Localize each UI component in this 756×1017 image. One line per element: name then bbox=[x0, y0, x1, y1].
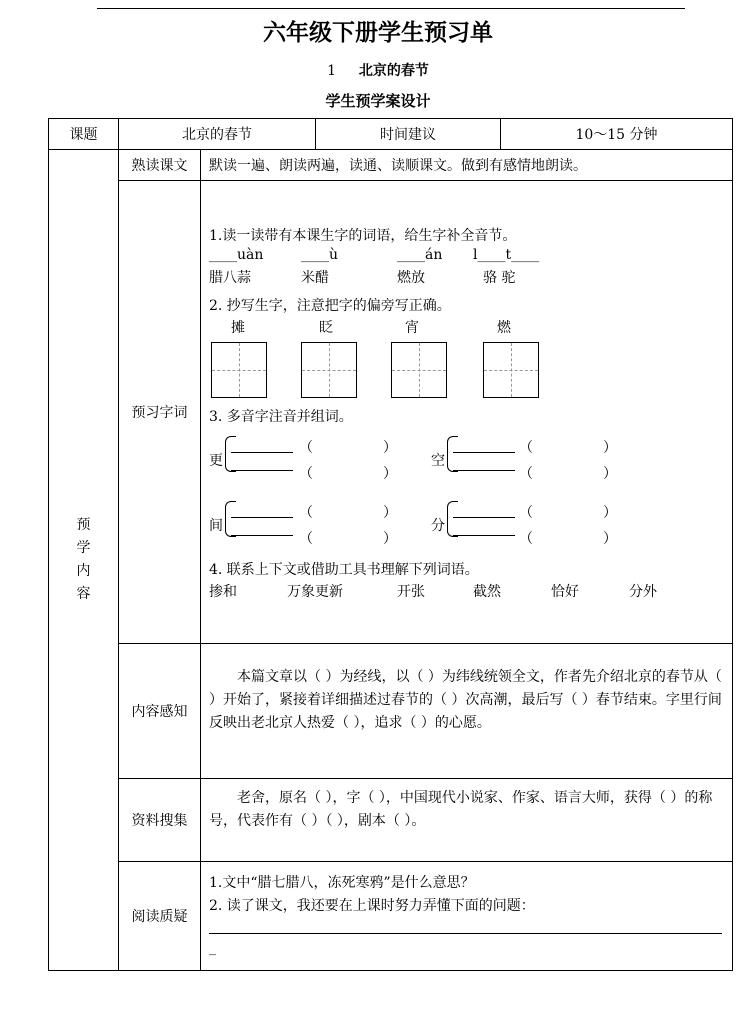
brace-icon bbox=[225, 436, 236, 472]
blank-line bbox=[453, 452, 515, 453]
paren: （ bbox=[299, 505, 313, 521]
pinyin-word: 骆 驼 bbox=[483, 270, 516, 286]
topic-label: 课题 bbox=[49, 119, 119, 150]
poly-char: 空 bbox=[431, 453, 445, 469]
vocab-word: 分外 bbox=[629, 584, 657, 600]
vocab-word: 恰好 bbox=[551, 584, 579, 600]
words-content bbox=[201, 181, 732, 643]
side-label bbox=[49, 150, 119, 971]
content-cell bbox=[201, 644, 733, 779]
page-title: 六年级下册学生预习单 bbox=[263, 20, 493, 46]
pinyin-blank: l____t____ bbox=[473, 247, 540, 263]
paren: ） bbox=[383, 466, 397, 482]
side-char: 内 bbox=[76, 563, 91, 579]
lesson-title bbox=[0, 60, 756, 80]
read-label: 熟读课文 bbox=[119, 150, 201, 181]
side-char: 学 bbox=[76, 540, 91, 556]
pinyin-word: 燃放 bbox=[397, 270, 425, 286]
paren: ） bbox=[603, 466, 617, 482]
research-cell bbox=[201, 779, 733, 862]
content-label: 内容感知 bbox=[119, 644, 201, 779]
pinyin-blank: ____ù bbox=[301, 247, 339, 263]
side-char: 预 bbox=[76, 517, 91, 533]
q3-text: 3. 多音字注音并组词。 bbox=[209, 409, 353, 425]
paren: （ bbox=[299, 466, 313, 482]
copy-char: 摊 bbox=[231, 320, 245, 336]
lesson-name: 北京的春节 bbox=[358, 63, 429, 79]
time-value: 10～15 分钟 bbox=[501, 119, 733, 150]
question-2: 2. 读了课文，我还要在上课时努力弄懂下面的问题： bbox=[209, 898, 535, 914]
poly-char: 间 bbox=[209, 518, 223, 534]
pinyin-blank: ____uàn bbox=[209, 247, 264, 263]
paren: （ bbox=[519, 440, 533, 456]
question-1: 1.文中“腊七腊八，冻死寒鸦”是什么意思？ bbox=[209, 875, 475, 891]
vocab-word: 截然 bbox=[473, 584, 501, 600]
writing-grid bbox=[211, 342, 267, 398]
paren: （ bbox=[519, 531, 533, 547]
paren: （ bbox=[299, 531, 313, 547]
brace-icon bbox=[225, 501, 236, 537]
read-text: 默读一遍、朗读两遍，读通、读顺课文。做到有感情地朗读。 bbox=[201, 150, 733, 181]
questions-cell bbox=[201, 862, 733, 971]
questions-label: 阅读质疑 bbox=[119, 862, 201, 971]
paren: ） bbox=[383, 531, 397, 547]
paren: ） bbox=[383, 505, 397, 521]
blank-line bbox=[231, 452, 293, 453]
blank-line bbox=[231, 535, 293, 536]
q2-text: 2. 抄写生字，注意把字的偏旁写正确。 bbox=[209, 298, 451, 314]
blank-line bbox=[231, 470, 293, 471]
writing-grid bbox=[483, 342, 539, 398]
side-char: 容 bbox=[76, 586, 91, 602]
vocab-word: 掺和 bbox=[209, 584, 237, 600]
preview-table bbox=[48, 118, 733, 971]
pinyin-word: 腊八蒜 bbox=[209, 270, 251, 286]
lesson-number: 1 bbox=[327, 63, 337, 79]
paren: ） bbox=[603, 531, 617, 547]
writing-grid bbox=[301, 342, 357, 398]
vocab-word: 开张 bbox=[397, 584, 425, 600]
words-cell bbox=[201, 181, 733, 644]
poly-char: 更 bbox=[209, 453, 223, 469]
paren: ） bbox=[383, 440, 397, 456]
poly-char: 分 bbox=[431, 518, 445, 534]
time-label: 时间建议 bbox=[316, 119, 501, 150]
paren: ） bbox=[603, 505, 617, 521]
blank-line bbox=[453, 470, 515, 471]
words-label: 预习字词 bbox=[119, 181, 201, 644]
answer-blank: _ bbox=[209, 940, 216, 956]
brace-icon bbox=[447, 501, 458, 537]
paren: （ bbox=[519, 466, 533, 482]
topic-value: 北京的春节 bbox=[119, 119, 316, 150]
content-text: 本篇文章以（ ）为经线，以（ ）为纬线统领全文，作者先介绍北京的春节从（ ）开始了，紧接着详细描述过春节的（ ）次高潮，最后写（ ）春节结束。字里行间反映出老北京人热爱（ ），追求（ ）的心愿。 bbox=[209, 669, 722, 731]
header-rule bbox=[97, 8, 685, 9]
paren: （ bbox=[519, 505, 533, 521]
q1-text: 1.读一读带有本课生字的词语，给生字补全音节。 bbox=[209, 228, 517, 244]
writing-grid bbox=[391, 342, 447, 398]
paren: ） bbox=[603, 440, 617, 456]
blank-line bbox=[453, 517, 515, 518]
copy-char: 宵 bbox=[405, 320, 419, 336]
design-heading: 学生预学案设计 bbox=[325, 92, 431, 110]
answer-line bbox=[209, 933, 722, 934]
pinyin-blank: ____án bbox=[397, 247, 443, 263]
research-label: 资料搜集 bbox=[119, 779, 201, 862]
blank-line bbox=[231, 517, 293, 518]
brace-icon bbox=[447, 436, 458, 472]
blank-line bbox=[453, 535, 515, 536]
paren: （ bbox=[299, 440, 313, 456]
q4-text: 4. 联系上下文或借助工具书理解下列词语。 bbox=[209, 562, 479, 578]
copy-char: 眨 bbox=[319, 320, 333, 336]
copy-char: 燃 bbox=[497, 320, 511, 336]
vocab-word: 万象更新 bbox=[287, 584, 343, 600]
research-text: 老舍，原名（ ），字（ ），中国现代小说家、作家、语言大师，获得（ ）的称号，代表作有（ ）（ ），剧本（ ）。 bbox=[209, 790, 713, 829]
pinyin-word: 米醋 bbox=[301, 270, 329, 286]
